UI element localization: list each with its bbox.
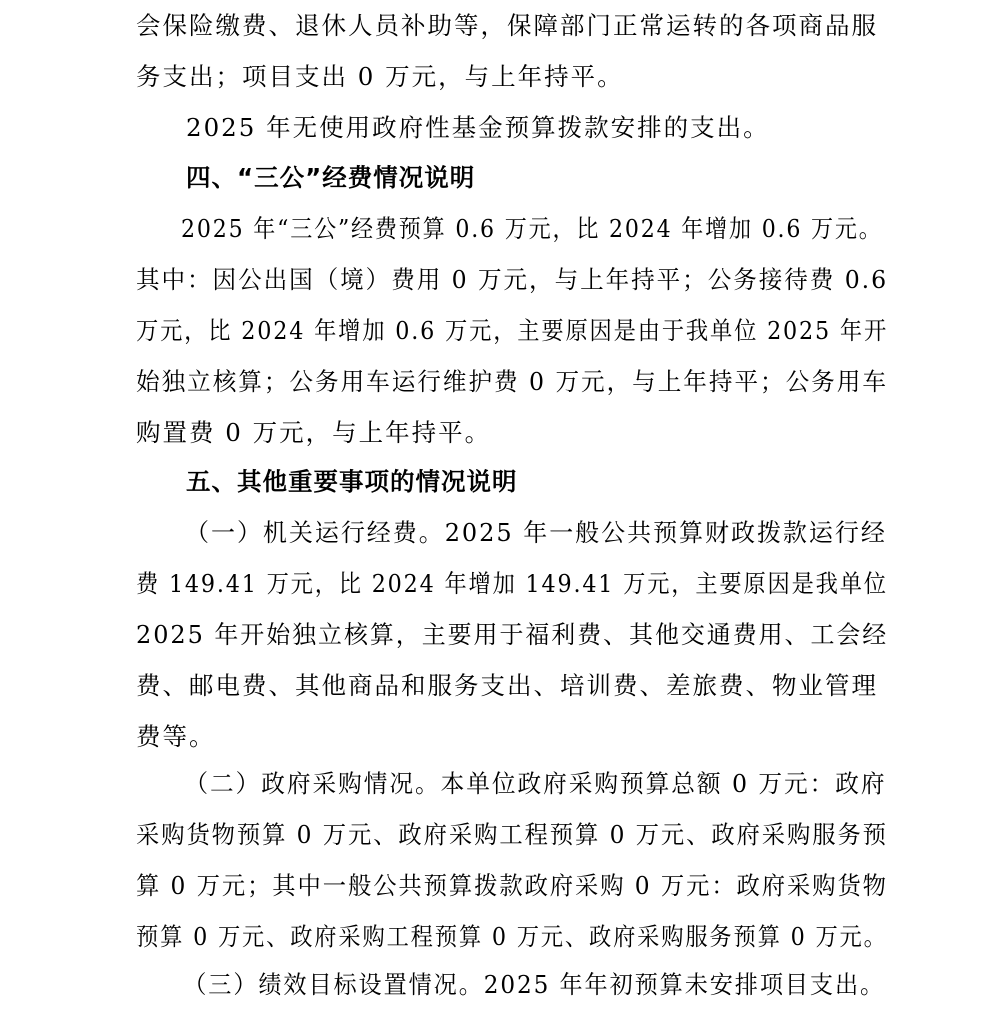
paragraph-government-procurement <box>136 758 888 962</box>
section-heading-other-matters <box>136 456 888 507</box>
paragraph-continuation <box>136 0 888 102</box>
text-line: 预算 0 万元、政府采购工程预算 0 万元、政府采购服务预算 0 万元。 <box>136 922 888 951</box>
paragraph-three-public-expenses <box>136 203 888 458</box>
text-line: 2025 年无使用政府性基金预算拨款安排的支出。 <box>186 113 770 142</box>
text-line: 购置费 0 万元，与上年持平。 <box>136 418 492 447</box>
text-line: （二）政府采购情况。本单位政府采购预算总额 0 万元：政府 <box>184 769 887 798</box>
text-line: 费等。 <box>136 722 216 751</box>
text-line: （一）机关运行经费。2025 年一般公共预算财政拨款运行经 <box>185 518 887 547</box>
section-heading-three-public <box>136 152 888 203</box>
text-line: 其中：因公出国（境）费用 0 万元，与上年持平；公务接待费 0.6 <box>136 265 889 294</box>
text-line: 2025 年开始独立核算，主要用于福利费、其他交通费用、工会经 <box>136 620 889 649</box>
text-line: （三）绩效目标设置情况。2025 年年初预算未安排项目支出。 <box>183 970 886 999</box>
text-line: 万元，比 2024 年增加 0.6 万元，主要原因是由于我单位 2025 年开 <box>136 316 889 345</box>
heading-text: 四、“三公”经费情况说明 <box>186 163 476 192</box>
paragraph-operating-expenses <box>136 507 888 762</box>
text-line: 会保险缴费、退休人员补助等，保障部门正常运转的各项商品服 <box>136 11 878 40</box>
paragraph-fund-budget <box>136 102 888 153</box>
text-line: 费、邮电费、其他商品和服务支出、培训费、差旅费、物业管理 <box>136 671 878 700</box>
text-line: 算 0 万元；其中一般公共预算拨款政府采购 0 万元：政府采购货物 <box>136 871 888 900</box>
text-line: 采购货物预算 0 万元、政府采购工程预算 0 万元、政府采购服务预 <box>136 820 888 849</box>
text-line: 2025 年“三公”经费预算 0.6 万元，比 2024 年增加 0.6 万元。 <box>181 214 883 243</box>
heading-text: 五、其他重要事项的情况说明 <box>186 467 518 496</box>
paragraph-performance-targets <box>136 959 888 1010</box>
text-line: 费 149.41 万元，比 2024 年增加 149.41 万元，主要原因是我单位 <box>136 569 888 598</box>
text-line: 务支出；项目支出 0 万元，与上年持平。 <box>136 62 624 91</box>
text-line: 始独立核算；公务用车运行维护费 0 万元，与上年持平；公务用车 <box>136 367 888 396</box>
